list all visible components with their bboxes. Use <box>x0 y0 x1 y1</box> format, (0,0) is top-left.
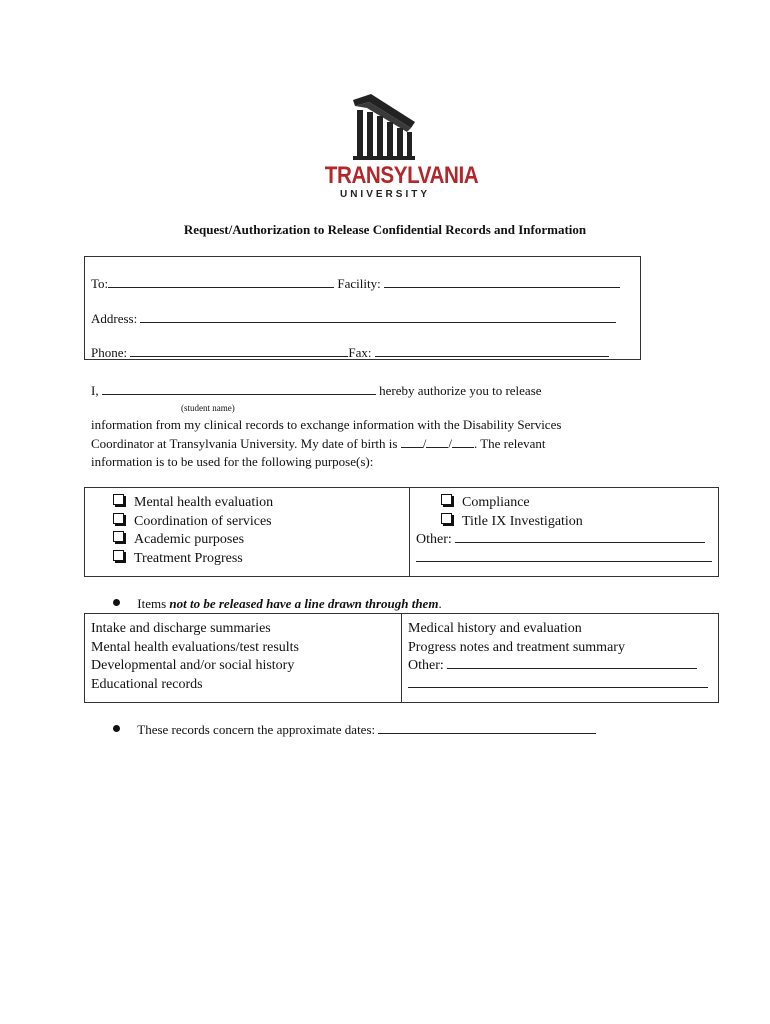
dob-month-field[interactable] <box>401 437 423 448</box>
contact-row-to <box>91 276 620 292</box>
record-item[interactable]: Progress notes and treatment summary <box>408 639 625 655</box>
phone-label: Phone: <box>91 345 128 360</box>
dob-outro: . The relevant <box>473 436 546 451</box>
student-name-field[interactable] <box>102 384 376 395</box>
record-other-field[interactable] <box>447 658 697 669</box>
dates-note: These records concern the approximate dates: <box>113 721 596 739</box>
records-left-cell <box>85 614 402 703</box>
phone-field[interactable] <box>130 346 348 357</box>
purpose-other-row <box>416 531 712 550</box>
authorize-line <box>91 382 542 400</box>
dob-year-field[interactable] <box>452 437 474 448</box>
student-name-caption: (student name) <box>181 403 235 413</box>
logo-subtitle: UNIVERSITY <box>339 189 430 200</box>
fax-label: Fax: <box>348 345 372 360</box>
purpose-other-field-2[interactable] <box>416 551 712 562</box>
contact-row-address <box>91 311 616 327</box>
record-item[interactable]: Medical history and evaluation <box>408 621 582 636</box>
purposes-table <box>84 487 719 577</box>
record-item[interactable]: Intake and discharge summaries <box>91 621 271 636</box>
record-item[interactable]: Developmental and/or social history <box>91 658 295 673</box>
purpose-option[interactable]: Title IX Investigation <box>416 513 712 532</box>
checkbox-icon[interactable] <box>113 531 124 542</box>
bullet-icon <box>113 599 120 606</box>
authorize-suffix: hereby authorize you to release <box>379 383 542 398</box>
authorize-line-4: information is to be used for the following purpose(s): <box>91 454 374 469</box>
purposes-left-cell <box>85 488 410 577</box>
authorize-prefix: I, <box>91 383 99 398</box>
purpose-option[interactable]: Academic purposes <box>113 531 403 550</box>
dob-day-field[interactable] <box>426 437 448 448</box>
records-right-cell <box>402 614 719 703</box>
record-other-row <box>408 657 712 676</box>
university-logo <box>315 92 479 204</box>
purpose-other-label: Other: <box>416 532 452 547</box>
purpose-option[interactable]: Compliance <box>416 494 712 513</box>
address-field[interactable] <box>140 312 616 323</box>
purposes-right-cell <box>410 488 719 577</box>
checkbox-icon[interactable] <box>113 513 124 524</box>
purpose-other-row-2 <box>416 550 712 569</box>
checkbox-icon[interactable] <box>441 513 452 524</box>
items-note-emphasis: not to be released have a line drawn through them <box>169 596 439 611</box>
address-label: Address: <box>91 311 138 326</box>
authorize-line-3: Coordinator at Transylvania University. My date of birth is / / . The relevant <box>91 436 546 451</box>
to-label: To: <box>91 276 109 291</box>
facility-label: Facility: <box>337 276 381 291</box>
checkbox-icon[interactable] <box>113 494 124 505</box>
items-note: Items not to be released have a line drawn through them. <box>113 595 442 613</box>
contact-row-phone <box>91 345 609 361</box>
record-other-label: Other: <box>408 658 444 673</box>
bullet-icon <box>113 725 120 732</box>
purpose-option[interactable]: Mental health evaluation <box>113 494 403 513</box>
to-field[interactable] <box>108 277 334 288</box>
record-item[interactable]: Educational records <box>91 676 203 692</box>
dob-intro: Coordinator at Transylvania University. My date of birth is <box>91 436 398 451</box>
authorize-line-2: information from my clinical records to exchange information with the Disability Services <box>91 417 562 432</box>
purpose-other-field[interactable] <box>455 532 705 543</box>
purpose-option[interactable]: Coordination of services <box>113 513 403 532</box>
record-other-row-2 <box>408 676 712 695</box>
logo-wordmark: TRANSYLVANIA <box>324 162 479 189</box>
record-other-field-2[interactable] <box>408 677 708 688</box>
records-table <box>84 613 719 703</box>
purpose-option[interactable]: Treatment Progress <box>113 550 403 569</box>
facility-field[interactable] <box>384 277 620 288</box>
dates-field[interactable] <box>378 723 596 734</box>
record-item[interactable]: Mental health evaluations/test results <box>91 639 300 655</box>
fax-field[interactable] <box>375 346 609 357</box>
checkbox-icon[interactable] <box>441 494 452 505</box>
page-title: Request/Authorization to Release Confidential Records and Information <box>183 222 587 237</box>
checkbox-icon[interactable] <box>113 550 124 561</box>
building-columns-icon <box>315 92 455 164</box>
